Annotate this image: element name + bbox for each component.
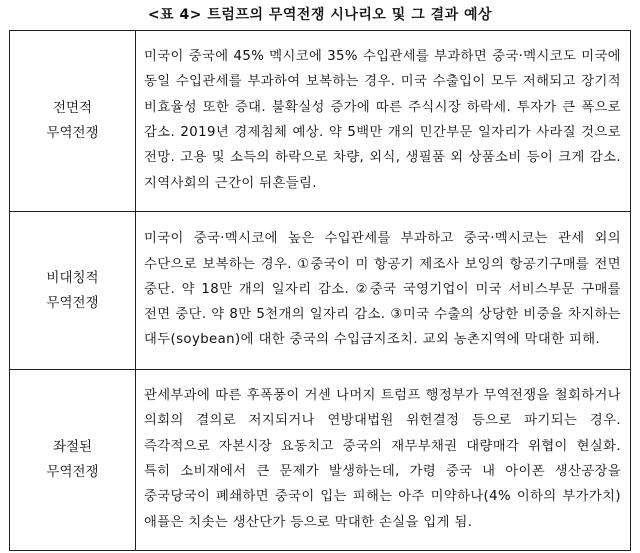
scenario-description: 미국이 중국·멕시코에 높은 수입관세를 부과하고 중국·멕시코는 관세 외의 수단으로 보복하는 경우. ①중국이 미 항공기 제조사 보잉의 항공기구매를 전면 중단. 약 18만 개의 일자리 감소. ②중국 국영기업이 미국 서비스부문 구매를 전면 중단. 약 8만 5천개의 일자리 감소. ③미국 수출의 상당한 비중을 차지하는 대두(soybean)에 대한 중국의 수입금지조치. 교외 농촌지역에 막대한 피해. (136, 212, 631, 370)
scenario-label-line: 무역전쟁 (46, 294, 99, 311)
table-row (10, 370, 631, 551)
scenario-label-line: 전면적 (52, 100, 93, 116)
scenario-table (9, 30, 631, 551)
table-row (10, 212, 631, 370)
scenario-label (10, 212, 136, 370)
scenario-label-line: 무역전쟁 (46, 125, 99, 141)
scenario-label (10, 31, 136, 212)
scenario-label-line: 좌절된 (52, 439, 93, 455)
table-row (10, 31, 631, 212)
scenario-label (10, 370, 136, 551)
table-title: <표 4> 트럼프의 무역전쟁 시나리오 및 그 결과 예상 (147, 7, 493, 23)
scenario-description: 미국이 중국에 45% 멕시코에 35% 수입관세를 부과하면 중국·멕시코도 미국에 동일 수입관세를 부과하여 보복하는 경우. 미국 수출입이 모두 저해되고 장기적 비효율성 또한 증대. 불확실성 증가에 따른 주식시장 하락세. 투자가 큰 폭으로 감소. 2019년 경제침체 예상. 약 5백만 개의 민간부문 일자리가 사라질 것으로 전망. 고용 및 소득의 하락으로 차량, 외식, 생필품 외 상품소비 등이 크게 감소. 지역사회의 근간이 뒤흔들림. (136, 31, 631, 212)
scenario-label-line: 무역전쟁 (46, 464, 99, 480)
scenario-description: 관세부과에 따른 후폭풍이 거센 나머지 트럼프 행정부가 무역전쟁을 철회하거나 의회의 결의로 저지되거나 연방대법원 위헌결정 등으로 파기되는 경우. 즉각적으로 자본시장 요동치고 중국의 재무부채권 대량매각 위협이 현실화. 특히 소비재에서 큰 문제가 발생하는데, 가령 중국 내 아이폰 생산공장을 중국당국이 폐쇄하면 중국이 입는 피해는 아주 미약하나(4% 이하의 부가가치) 애플은 치솟는 생산단가 등으로 막대한 손실을 입게 됨. (136, 370, 631, 551)
scenario-label-line: 비대칭적 (46, 269, 99, 286)
